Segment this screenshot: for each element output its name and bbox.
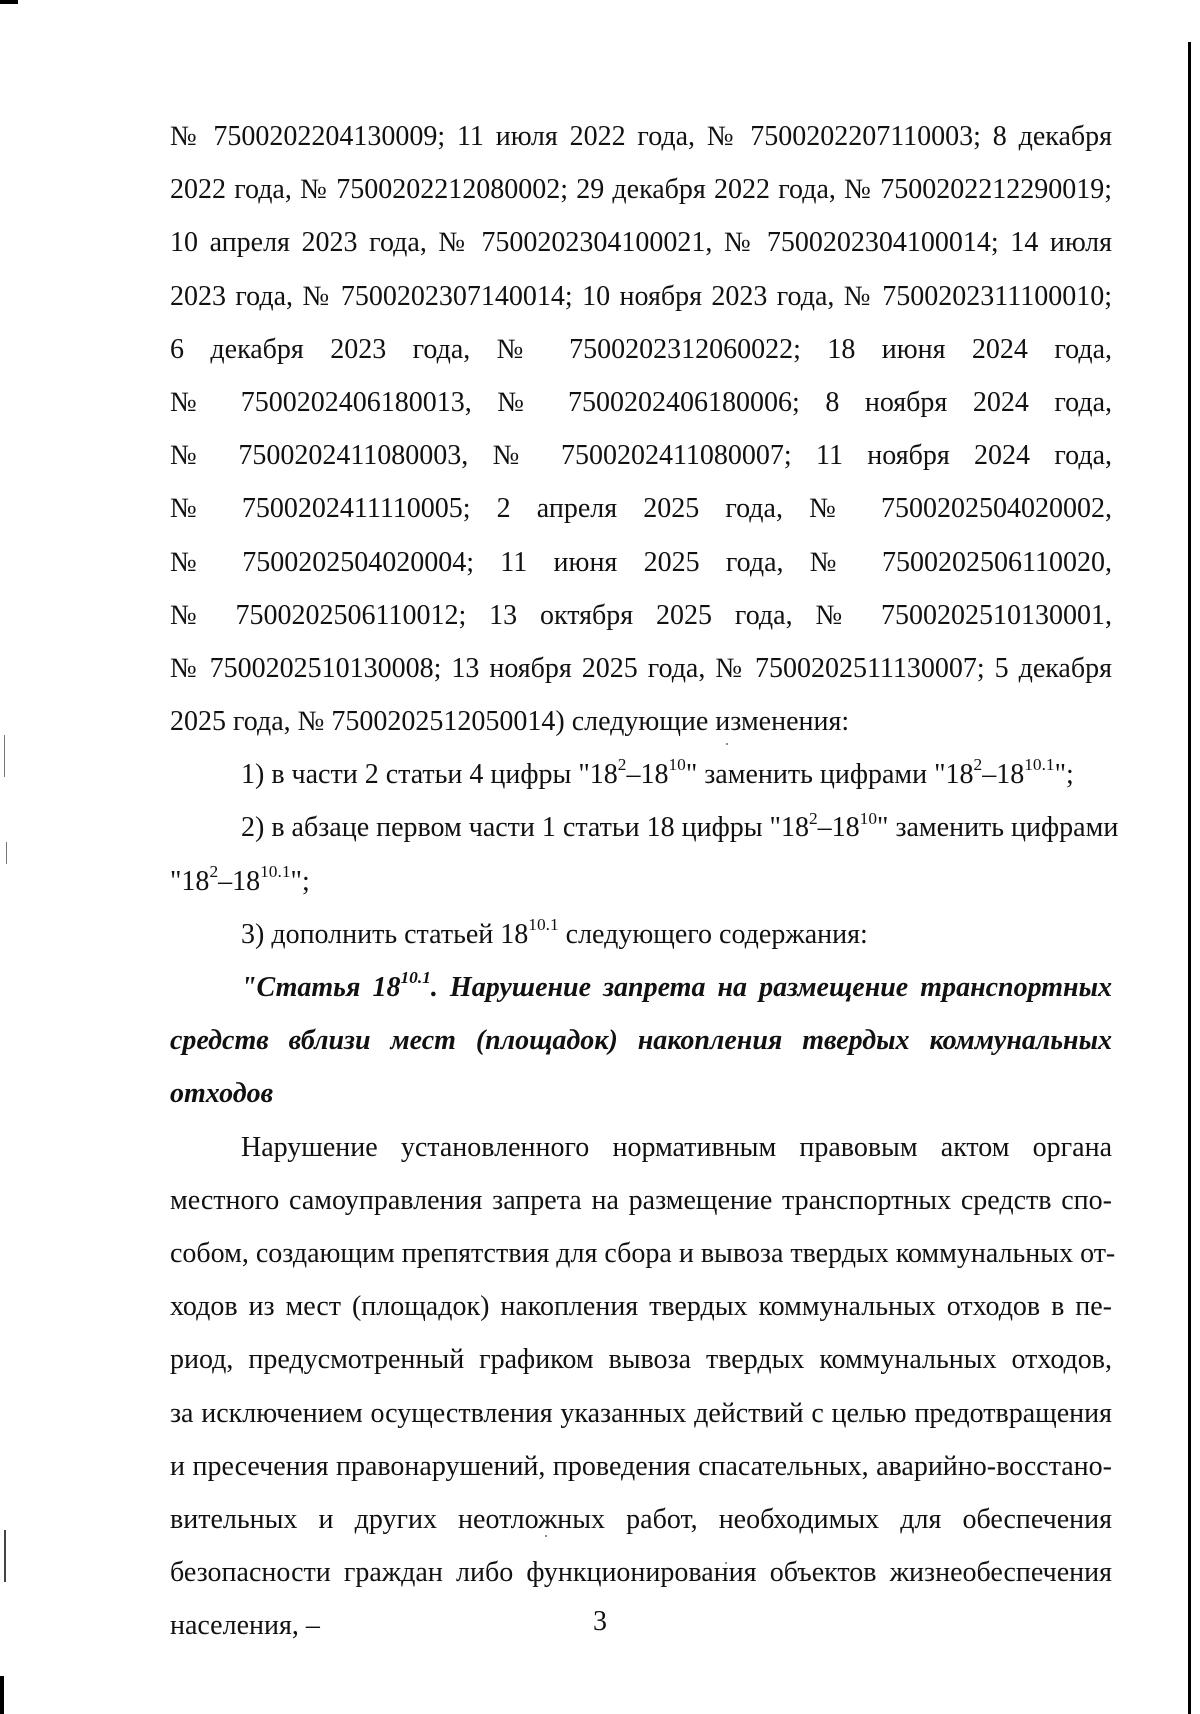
superscript: 10.1 bbox=[400, 968, 431, 988]
body-line: вительных и других неотложных работ, необходимых для обеспечения bbox=[170, 1503, 1112, 1535]
item-text: следующего содержания: bbox=[558, 918, 868, 950]
superscript: 2 bbox=[973, 755, 983, 775]
item-text: " заменить цифрами bbox=[877, 812, 1119, 844]
body-line: собом, создающим препятствия для сбора и вывоза твердых коммунальных от- bbox=[170, 1237, 1116, 1269]
body-line: и пресечения правонарушений, проведения спасательных, аварийно-восстано- bbox=[170, 1450, 1112, 1482]
text-line: № 7500202406180013, № 7500202406180006; 8 ноября 2024 года, bbox=[170, 386, 1112, 418]
text-line: № 7500202411080003, № 7500202411080007; 11 ноября 2024 года, bbox=[170, 440, 1112, 472]
superscript: 2 bbox=[617, 755, 627, 775]
text-line: № 7500202510130008; 13 ноября 2025 года, № 7500202511130007; 5 декабря bbox=[170, 652, 1112, 684]
text-line: № 7500202506110012; 13 октября 2025 года, № 7500202510130001, bbox=[170, 599, 1112, 631]
amendment-item-3 bbox=[170, 908, 1112, 961]
text-line: № 7500202204130009; 11 июля 2022 года, № 7500202207110003; 8 декабря bbox=[170, 121, 1112, 152]
scan-mark bbox=[4, 735, 5, 777]
superscript: 10 bbox=[668, 755, 686, 775]
item-text: –18 bbox=[817, 812, 860, 844]
item-text: "18 bbox=[170, 865, 210, 897]
superscript: 2 bbox=[808, 808, 818, 828]
scan-edge-line bbox=[1188, 42, 1191, 1714]
body-line: Нарушение установленного нормативным правовым актом органа bbox=[241, 1131, 1112, 1163]
heading-text: "Статья 18 bbox=[241, 972, 401, 1003]
body-line: риод, предусмотренный графиком вывоза твердых коммунальных отходов, bbox=[170, 1344, 1112, 1376]
superscript: 10.1 bbox=[260, 861, 291, 881]
amendment-item-2 bbox=[170, 801, 1119, 854]
text-line: 2022 года, № 7500202212080002; 29 декабря 2022 года, № 7500202212290019; bbox=[170, 174, 1112, 206]
superscript: 10 bbox=[859, 808, 878, 828]
item-text: 2) в абзаце первом части 1 статьи 18 цифры "18 bbox=[241, 812, 809, 844]
text-line: № 7500202411110005; 2 апреля 2025 года, № 7500202504020002, bbox=[170, 493, 1112, 525]
amendment-item-1 bbox=[170, 748, 1112, 801]
superscript: 2 bbox=[209, 861, 219, 881]
scan-mark bbox=[6, 842, 7, 864]
scan-mark bbox=[0, 1676, 4, 1714]
text-line: 6 декабря 2023 года, № 7500202312060022; 18 июня 2024 года, bbox=[170, 333, 1112, 365]
body-line: ходов из мест (площадок) накопления твердых коммунальных отходов в пе- bbox=[170, 1291, 1112, 1323]
superscript: 10.1 bbox=[528, 914, 559, 934]
item-text: –18 bbox=[982, 759, 1025, 791]
body-line: населения, – bbox=[170, 1610, 320, 1642]
article-heading-line: средств вблизи мест (площадок) накопления твердых коммунальных bbox=[170, 1025, 1112, 1057]
text-line: 2023 года, № 7500202307140014; 10 ноября 2023 года, № 7500202311100010; bbox=[170, 280, 1112, 312]
item-text: 3) дополнить статьей 18 bbox=[241, 918, 529, 950]
document-body bbox=[170, 110, 1119, 1652]
body-line: местного самоуправления запрета на размещение транспортных средств спо- bbox=[170, 1184, 1112, 1216]
article-heading bbox=[170, 961, 1112, 1014]
article-heading-line: отходов bbox=[170, 1078, 274, 1110]
page-number: 3 bbox=[593, 1606, 607, 1637]
body-line: безопасности граждан либо функционирования объектов жизнеобеспечения bbox=[170, 1557, 1112, 1589]
item-text: 1) в части 2 статьи 4 цифры "18 bbox=[241, 759, 618, 791]
item-text: " заменить цифрами "18 bbox=[685, 759, 974, 791]
amendment-item-2-cont bbox=[170, 855, 1112, 908]
body-line: за исключением осуществления указанных действий с целью предотвращения bbox=[170, 1397, 1112, 1429]
text-line: 2025 года, № 7500202512050014) следующие изменения: bbox=[170, 706, 850, 738]
heading-text: . Нарушение запрета на размещение транспортных bbox=[430, 972, 1112, 1003]
item-text: "; bbox=[1054, 759, 1074, 791]
superscript: 10.1 bbox=[1024, 755, 1055, 775]
scan-mark bbox=[0, 0, 18, 4]
item-text: –18 bbox=[218, 865, 261, 897]
item-text: "; bbox=[290, 865, 310, 897]
item-text: –18 bbox=[626, 759, 669, 791]
text-line: 10 апреля 2023 года, № 7500202304100021, № 7500202304100014; 14 июля bbox=[170, 227, 1112, 259]
scan-mark bbox=[4, 1530, 6, 1582]
text-line: № 7500202504020004; 11 июня 2025 года, № 7500202506110020, bbox=[170, 546, 1112, 578]
